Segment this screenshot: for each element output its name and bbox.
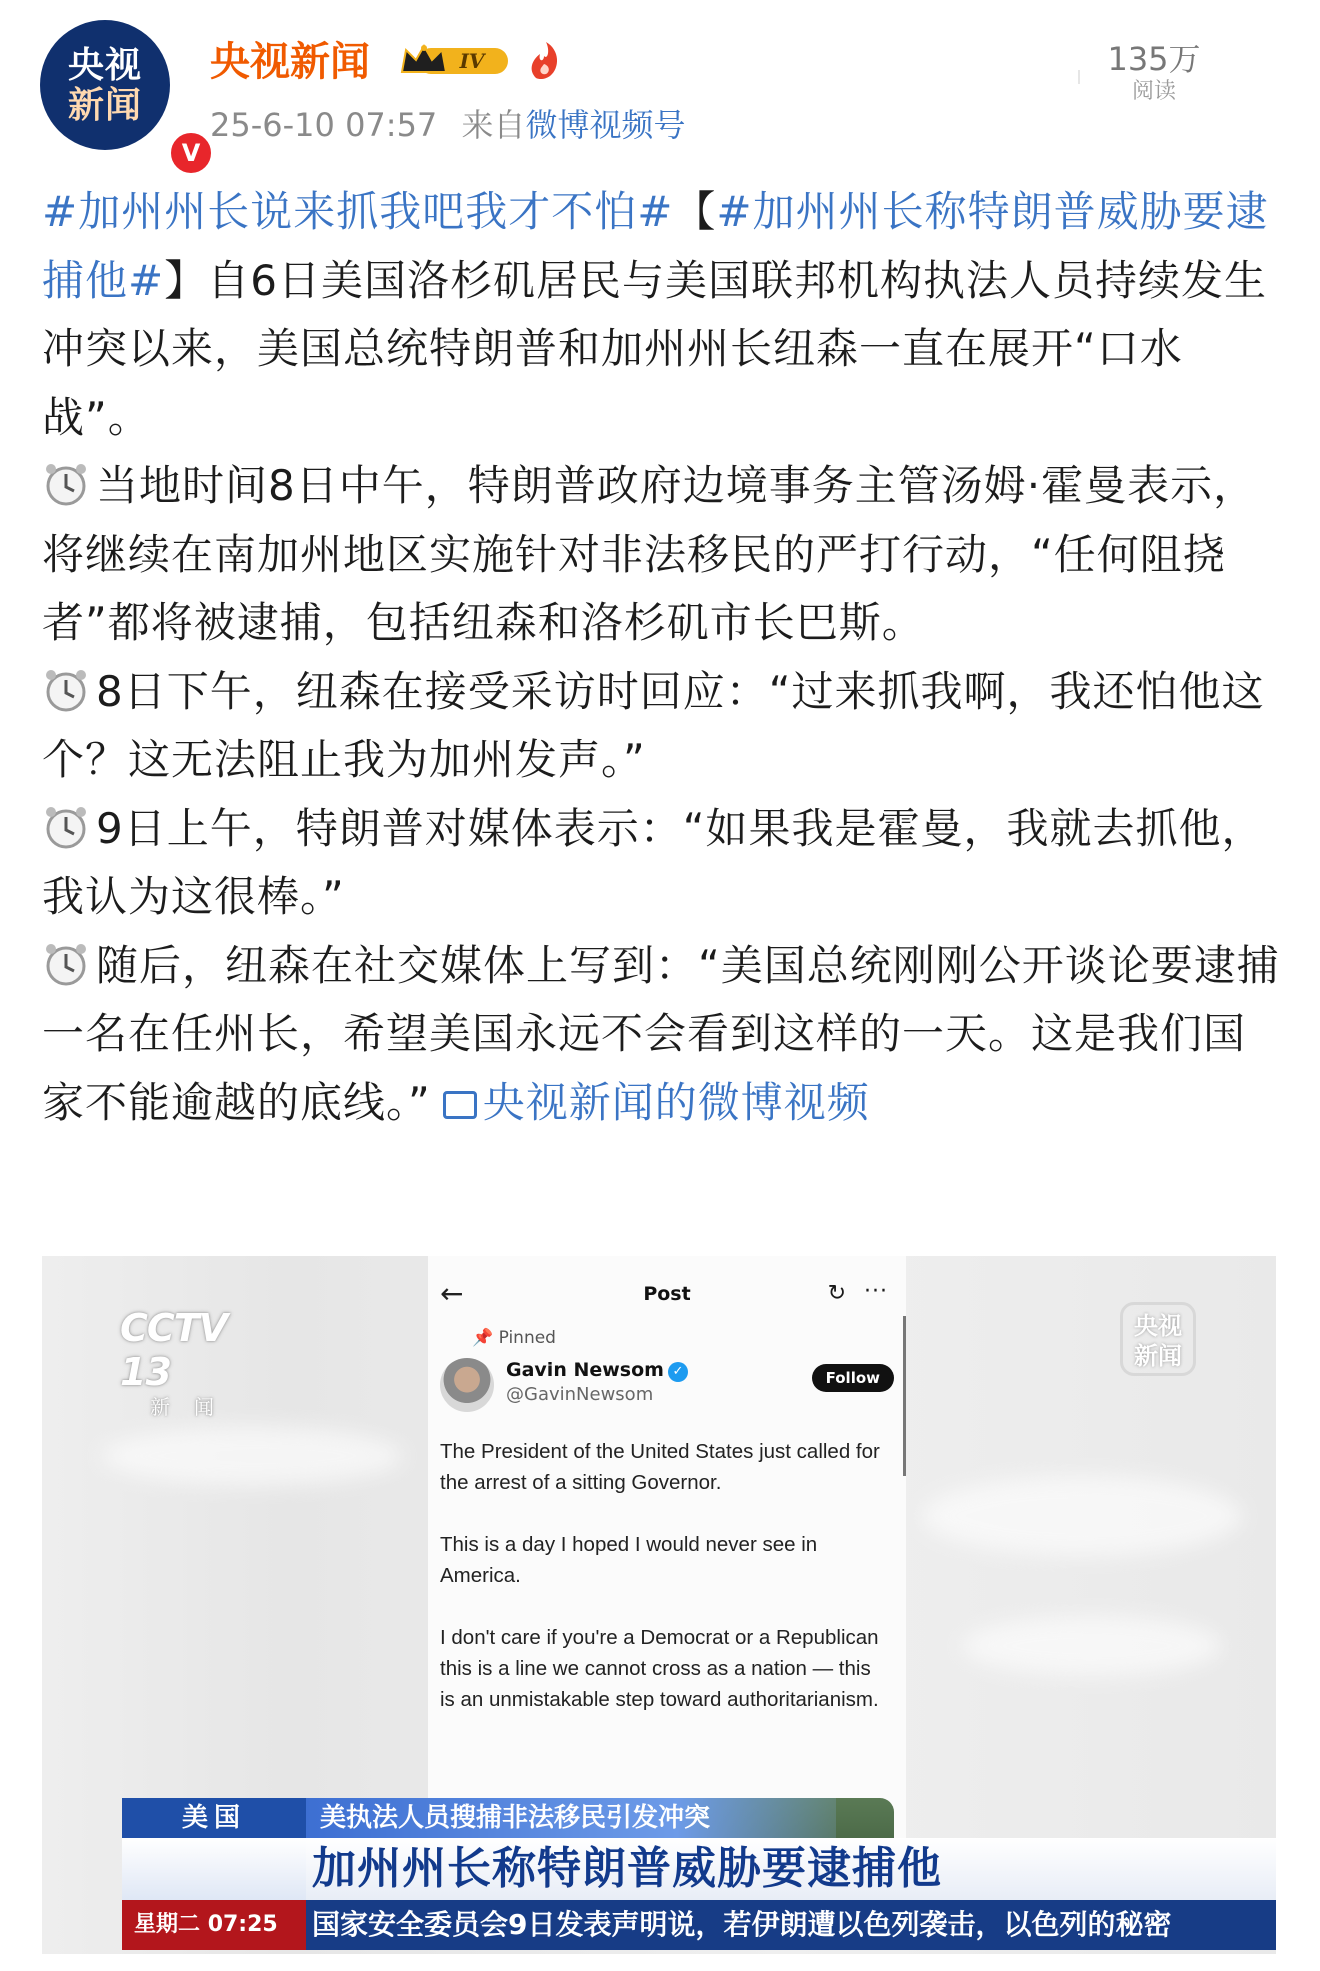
- video-player[interactable]: [42, 1256, 1276, 1954]
- broadcast-time: 07:25: [207, 1912, 278, 1937]
- source-prefix: 来自: [461, 106, 526, 144]
- watermark-bottom: 新闻: [1134, 1342, 1182, 1370]
- read-count-block: [1084, 40, 1224, 106]
- lower-third-left-panel: [122, 1838, 306, 1900]
- read-count: 135万: [1107, 40, 1201, 78]
- item-text: 当地时间8日中午，特朗普政府边境事务主管汤姆·霍曼表示，将继续在南加州地区实施针对非法移民的严打行动，“任何阻挠者”都将被逮捕，包括纽森和洛杉矶市长巴斯。: [42, 461, 1257, 647]
- post-intro: [42, 178, 1282, 452]
- more-dots-icon: ···: [864, 1279, 888, 1304]
- bg-streak: [922, 1476, 1242, 1556]
- embedded-x-post: [428, 1256, 906, 1856]
- post-item: [42, 658, 1282, 795]
- watermark-top: 央视: [1134, 1312, 1182, 1340]
- cctv-logo-text: CCTV 13: [120, 1306, 228, 1394]
- x-user-name-row: [506, 1356, 688, 1384]
- x-topbar: [428, 1276, 906, 1316]
- pin-icon: 📌: [472, 1328, 494, 1348]
- x-post-paragraph: I don't care if you're a Democrat or a Republican this is a line we cannot cross as a nation — this is an unmistakable step toward authoritarianism.: [440, 1626, 879, 1711]
- bracket-close: 】: [164, 255, 208, 305]
- post-timestamp: 25-6-10 07:57: [210, 106, 438, 144]
- hashtag-link[interactable]: #加州州长说来抓我吧我才不怕#: [42, 187, 674, 236]
- x-user-avatar: [440, 1358, 494, 1412]
- level-badge-text: IV: [459, 49, 485, 73]
- post-item: [42, 795, 1282, 932]
- alarm-clock-icon: [42, 666, 90, 714]
- avatar-text-top: 央视: [67, 45, 142, 86]
- lower-third-subtitle: 美执法人员搜捕非法移民引发冲突: [306, 1798, 836, 1838]
- video-link-icon: [443, 1091, 477, 1119]
- back-arrow-icon: ←: [440, 1277, 464, 1310]
- alarm-clock-icon: [42, 803, 90, 851]
- x-user-handle: @GavinNewsom: [506, 1384, 654, 1405]
- alarm-clock-icon: [42, 460, 90, 508]
- read-label: 阅读: [1131, 79, 1176, 104]
- x-post-paragraph: This is a day I hoped I would never see in America.: [440, 1533, 818, 1587]
- x-scrollbar: [903, 1316, 906, 1476]
- refresh-icon: ↻: [827, 1281, 846, 1306]
- account-name[interactable]: 央视新闻: [210, 39, 370, 85]
- post-body: [42, 178, 1282, 1137]
- verified-v-icon: V: [168, 130, 214, 176]
- x-verified-icon: ✓: [668, 1362, 688, 1382]
- lower-third-location: 美国: [122, 1798, 306, 1838]
- broadcast-day: 星期二: [134, 1912, 201, 1937]
- bg-streak: [962, 1616, 1222, 1676]
- post-item: [42, 932, 1282, 1138]
- divider: [1078, 70, 1080, 84]
- crown-level-badge-icon: [398, 42, 512, 80]
- x-user-name: Gavin Newsom: [506, 1359, 664, 1381]
- x-post-title: Post: [643, 1283, 691, 1305]
- account-avatar[interactable]: [40, 20, 201, 167]
- post-source-link[interactable]: 微博视频号: [525, 106, 686, 144]
- cctv-logo-sub: 新闻: [150, 1395, 238, 1419]
- alarm-clock-icon: [42, 940, 90, 988]
- x-post-body: [440, 1436, 880, 1746]
- item-text: 随后，纽森在社交媒体上写到：“美国总统刚刚公开谈论要逮捕一名在任州长，希望美国永远不会看到这样的一天。这是我们国家不能逾越的底线。”: [42, 940, 1280, 1127]
- post-meta: [210, 104, 685, 146]
- avatar-text-bottom: 新闻: [67, 85, 142, 126]
- news-ticker: 国家安全委员会9日发表声明说，若伊朗遭以色列袭击，以色列的秘密: [306, 1900, 1276, 1950]
- intro-text: 自6日美国洛杉矶居民与美国联邦机构执法人员持续发生冲突以来，美国总统特朗普和加州州长纽森一直在展开“口水战”。: [42, 255, 1267, 442]
- lower-third-headline: 加州州长称特朗普威胁要逮捕他: [312, 1843, 942, 1894]
- video-link[interactable]: 央视新闻的微博视频: [482, 1077, 870, 1127]
- bg-streak: [102, 1426, 402, 1486]
- cctv-channel-logo: [120, 1306, 280, 1419]
- post-item: [42, 452, 1282, 658]
- bracket-open: 【: [673, 187, 717, 236]
- item-text: 8日下午，纽森在接受采访时回应：“过来抓我啊，我还怕他这个？这无法阻止我为加州发声。”: [42, 666, 1265, 784]
- flame-icon: [526, 40, 562, 80]
- pinned-text: Pinned: [498, 1328, 556, 1348]
- pinned-label: [472, 1326, 556, 1350]
- x-follow-button: Follow: [812, 1364, 894, 1392]
- lower-third-clock: [122, 1900, 306, 1950]
- hashtag-link[interactable]: #加州州长称特朗普威胁要逮捕他#: [42, 187, 1269, 305]
- x-post-paragraph: The President of the United States just called for the arrest of a sitting Governor.: [440, 1440, 880, 1494]
- item-text: 9日上午，特朗普对媒体表示：“如果我是霍曼，我就去抓他，我认为这很棒。”: [42, 803, 1265, 921]
- news-watermark-logo: [1120, 1302, 1196, 1376]
